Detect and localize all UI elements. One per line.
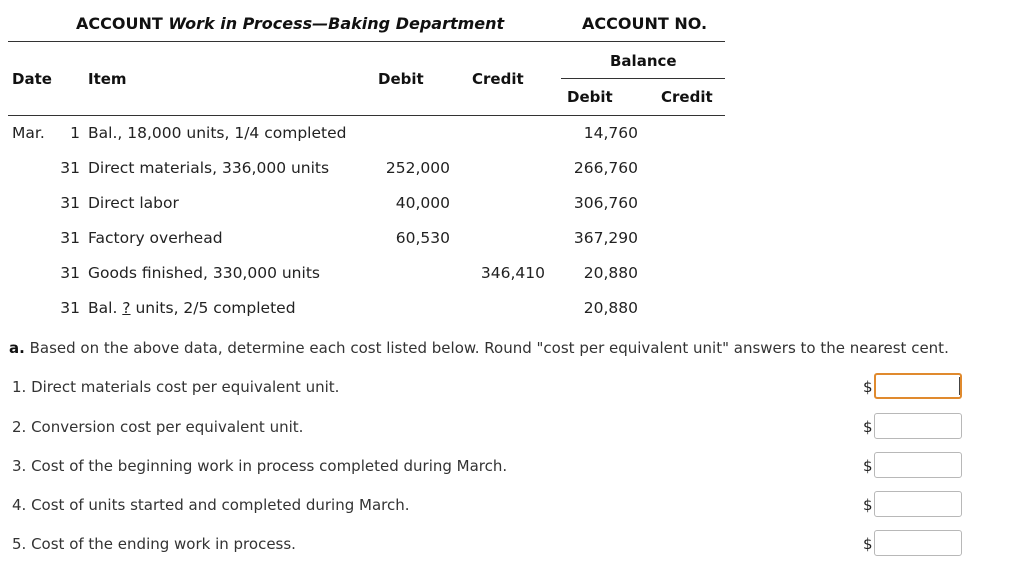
question-label: a.	[9, 339, 25, 357]
row-debit: 40,000	[395, 194, 450, 212]
row-item: Factory overhead	[88, 229, 223, 247]
header-rule-top	[8, 41, 725, 42]
row-month: Mar.	[12, 124, 45, 142]
question-prompt	[9, 339, 949, 357]
row-item: Goods finished, 330,000 units	[88, 264, 320, 282]
column-header-balance-debit: Debit	[567, 88, 613, 106]
currency-symbol: $	[863, 457, 873, 475]
row-day: 31	[60, 299, 80, 317]
row-balance-debit: 266,760	[573, 159, 638, 177]
currency-symbol: $	[863, 535, 873, 553]
row-balance-debit: 367,290	[573, 229, 638, 247]
row-item: Bal., 18,000 units, 1/4 completed	[88, 124, 347, 142]
answer-item-label: 1. Direct materials cost per equivalent unit.	[12, 378, 340, 396]
row-item: Direct labor	[88, 194, 179, 212]
account-name: Work in Process—Baking Department	[168, 14, 505, 33]
row-item: Direct materials, 336,000 units	[88, 159, 330, 177]
row-debit: 252,000	[385, 159, 450, 177]
column-header-debit: Debit	[378, 70, 424, 88]
started-completed-cost-input[interactable]	[874, 491, 962, 517]
column-header-balance: Balance	[610, 52, 677, 70]
currency-symbol: $	[863, 378, 873, 396]
account-title	[76, 14, 504, 33]
column-header-balance-credit: Credit	[661, 88, 713, 106]
currency-symbol: $	[863, 418, 873, 436]
ending-wip-cost-input[interactable]	[874, 530, 962, 556]
row-day: 31	[60, 159, 80, 177]
question-text: Based on the above data, determine each cost listed below. Round "cost per equivalent unit" answers to the nearest cent.	[29, 339, 949, 357]
row-balance-debit: 20,880	[583, 264, 638, 282]
text-caret	[959, 377, 960, 395]
account-no-label: ACCOUNT NO.	[582, 14, 708, 33]
row-item-prefix: Bal.	[88, 299, 123, 317]
answer-item-label: 3. Cost of the beginning work in process completed during March.	[12, 457, 508, 475]
row-day: 31	[60, 194, 80, 212]
row-balance-debit: 14,760	[583, 124, 638, 142]
balance-rule	[561, 78, 725, 79]
row-item-suffix: units, 2/5 completed	[130, 299, 296, 317]
answer-item-label: 2. Conversion cost per equivalent unit.	[12, 418, 304, 436]
row-day: 31	[60, 229, 80, 247]
row-item	[88, 299, 296, 317]
direct-materials-cost-input[interactable]	[874, 373, 962, 399]
row-credit: 346,410	[480, 264, 545, 282]
row-day: 1	[70, 124, 80, 142]
column-header-date: Date	[12, 70, 52, 88]
answer-item-label: 4. Cost of units started and completed during March.	[12, 496, 410, 514]
answer-item-label: 5. Cost of the ending work in process.	[12, 535, 296, 553]
currency-symbol: $	[863, 496, 873, 514]
conversion-cost-input[interactable]	[874, 413, 962, 439]
column-header-item: Item	[88, 70, 127, 88]
row-balance-debit: 20,880	[583, 299, 638, 317]
beginning-wip-cost-input[interactable]	[874, 452, 962, 478]
account-label: ACCOUNT	[76, 14, 163, 33]
column-header-credit: Credit	[472, 70, 524, 88]
header-rule-bottom	[8, 115, 725, 116]
unknown-units-marker: ?	[122, 299, 131, 317]
row-balance-debit: 306,760	[573, 194, 638, 212]
row-day: 31	[60, 264, 80, 282]
row-debit: 60,530	[395, 229, 450, 247]
